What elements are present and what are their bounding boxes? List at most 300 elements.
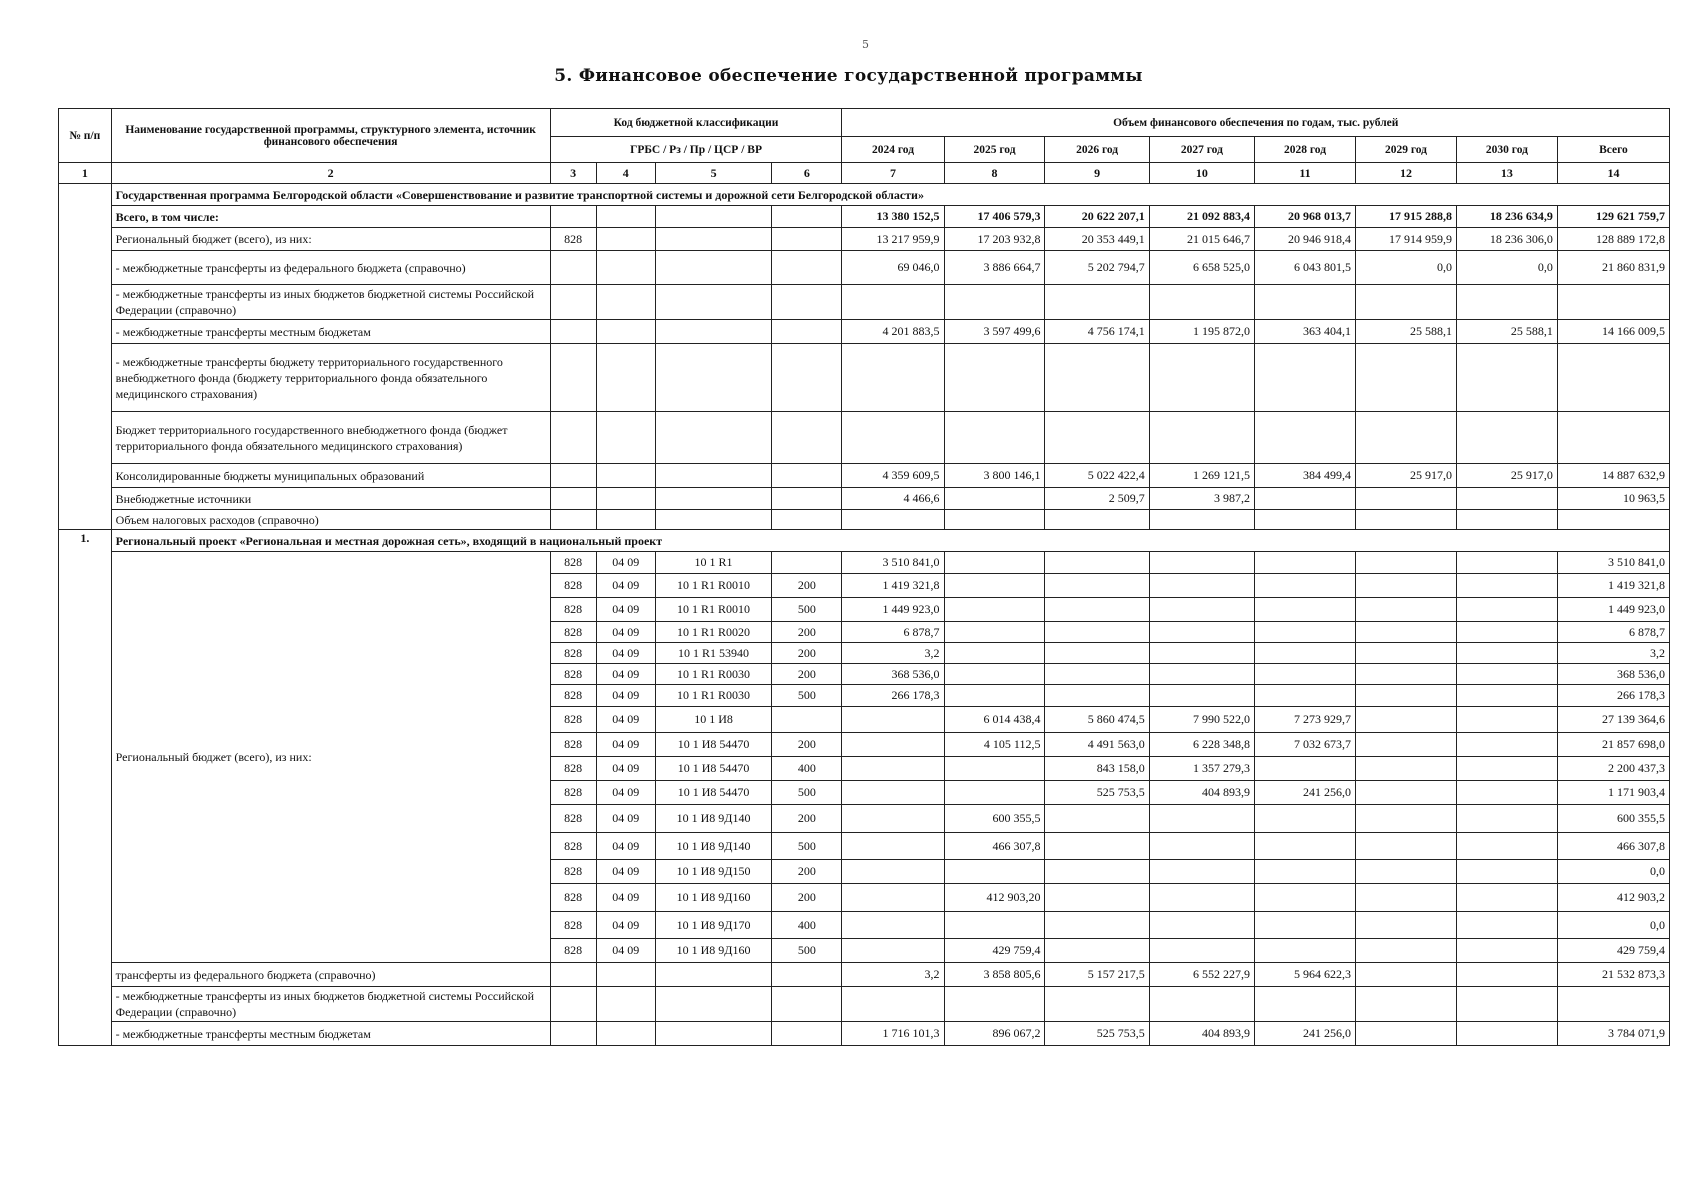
value-cell	[842, 757, 944, 781]
value-cell	[944, 987, 1045, 1022]
value-cell: 7 990 522,0	[1149, 707, 1254, 733]
header-year: 2024 год	[842, 137, 944, 163]
value-cell	[1255, 412, 1356, 464]
code-grbs	[550, 412, 596, 464]
value-cell	[1355, 707, 1456, 733]
value-cell: 3 784 071,9	[1557, 1022, 1669, 1046]
table-row	[59, 206, 1670, 228]
code-vr	[772, 251, 842, 285]
row-label: - межбюджетные трансферты из иных бюджетов бюджетной системы Российской Федерации (справочно)	[111, 285, 550, 320]
value-cell	[1255, 685, 1356, 707]
value-cell: 18 236 306,0	[1456, 228, 1557, 251]
code-csr	[655, 488, 771, 510]
value-cell	[1149, 884, 1254, 912]
code-csr	[655, 285, 771, 320]
value-cell: 368 536,0	[842, 664, 944, 685]
code-csr: 10 1 R1 53940	[655, 643, 771, 664]
value-cell	[1355, 664, 1456, 685]
value-cell	[1456, 781, 1557, 805]
value-cell: 17 915 288,8	[1355, 206, 1456, 228]
value-cell: 10 963,5	[1557, 488, 1669, 510]
code-rzpr: 04 09	[596, 664, 655, 685]
value-cell	[1557, 285, 1669, 320]
value-cell	[1456, 987, 1557, 1022]
row-label: трансферты из федерального бюджета (справочно)	[111, 963, 550, 987]
value-cell: 600 355,5	[944, 805, 1045, 833]
code-grbs: 828	[550, 707, 596, 733]
code-grbs: 828	[550, 643, 596, 664]
value-cell: 3,2	[842, 963, 944, 987]
value-cell: 21 015 646,7	[1149, 228, 1254, 251]
value-cell: 25 588,1	[1355, 320, 1456, 344]
header-year: 2027 год	[1149, 137, 1254, 163]
code-vr: 500	[772, 939, 842, 963]
value-cell	[842, 285, 944, 320]
header-year: 2029 год	[1355, 137, 1456, 163]
table-row	[59, 320, 1670, 344]
code-rzpr	[596, 206, 655, 228]
code-rzpr	[596, 488, 655, 510]
value-cell	[1355, 939, 1456, 963]
column-index: 7	[842, 163, 944, 184]
code-vr	[772, 987, 842, 1022]
value-cell	[1045, 510, 1149, 530]
value-cell: 1 449 923,0	[842, 598, 944, 622]
code-vr: 200	[772, 622, 842, 643]
value-cell: 3,2	[1557, 643, 1669, 664]
table-row	[59, 510, 1670, 530]
value-cell	[1456, 622, 1557, 643]
value-cell	[1149, 805, 1254, 833]
code-rzpr	[596, 1022, 655, 1046]
code-vr: 200	[772, 643, 842, 664]
value-cell	[1355, 552, 1456, 574]
value-cell: 3 597 499,6	[944, 320, 1045, 344]
code-vr: 200	[772, 860, 842, 884]
value-cell	[842, 805, 944, 833]
code-csr: 10 1 И8 54470	[655, 781, 771, 805]
value-cell: 3 858 805,6	[944, 963, 1045, 987]
row-label: - межбюджетные трансферты местным бюджетам	[111, 320, 550, 344]
code-vr	[772, 963, 842, 987]
code-grbs	[550, 251, 596, 285]
code-vr	[772, 1022, 842, 1046]
value-cell	[1355, 643, 1456, 664]
value-cell	[1456, 805, 1557, 833]
value-cell: 21 860 831,9	[1557, 251, 1669, 285]
header-year: 2025 год	[944, 137, 1045, 163]
value-cell: 2 509,7	[1045, 488, 1149, 510]
section-title: Региональный проект «Региональная и местная дорожная сеть», входящий в национальный проект	[111, 530, 1669, 552]
value-cell	[1149, 939, 1254, 963]
value-cell: 368 536,0	[1557, 664, 1669, 685]
code-rzpr	[596, 344, 655, 412]
value-cell: 896 067,2	[944, 1022, 1045, 1046]
value-cell: 14 887 632,9	[1557, 464, 1669, 488]
value-cell	[1355, 622, 1456, 643]
row-label: - межбюджетные трансферты местным бюджетам	[111, 1022, 550, 1046]
header-year: 2028 год	[1255, 137, 1356, 163]
value-cell: 404 893,9	[1149, 781, 1254, 805]
code-csr: 10 1 И8 9Д170	[655, 912, 771, 939]
code-grbs: 828	[550, 622, 596, 643]
value-cell: 1 357 279,3	[1149, 757, 1254, 781]
code-vr	[772, 285, 842, 320]
value-cell: 6 043 801,5	[1255, 251, 1356, 285]
code-csr	[655, 320, 771, 344]
value-cell	[1045, 643, 1149, 664]
value-cell: 3 510 841,0	[842, 552, 944, 574]
value-cell	[842, 781, 944, 805]
value-cell	[1456, 685, 1557, 707]
value-cell	[1255, 805, 1356, 833]
value-cell	[1456, 285, 1557, 320]
value-cell: 17 406 579,3	[944, 206, 1045, 228]
value-cell	[1045, 912, 1149, 939]
value-cell: 363 404,1	[1255, 320, 1356, 344]
table-row	[59, 344, 1670, 412]
value-cell	[1355, 285, 1456, 320]
value-cell: 13 217 959,9	[842, 228, 944, 251]
value-cell	[1355, 574, 1456, 598]
column-index: 4	[596, 163, 655, 184]
column-index: 13	[1456, 163, 1557, 184]
value-cell	[1456, 912, 1557, 939]
code-rzpr	[596, 320, 655, 344]
value-cell	[1355, 510, 1456, 530]
code-vr: 200	[772, 664, 842, 685]
value-cell	[1045, 685, 1149, 707]
value-cell	[1045, 939, 1149, 963]
column-index: 3	[550, 163, 596, 184]
code-csr: 10 1 И8 9Д160	[655, 884, 771, 912]
row-number: 1.	[59, 530, 112, 1046]
value-cell: 6 878,7	[842, 622, 944, 643]
value-cell	[1355, 488, 1456, 510]
value-cell	[1456, 757, 1557, 781]
code-rzpr	[596, 412, 655, 464]
row-label: - межбюджетные трансферты бюджету территориального государственного внебюджетного фонда (бюджету территориального фонда обязательного медицинского страхования)	[111, 344, 550, 412]
value-cell	[1456, 707, 1557, 733]
code-csr: 10 1 R1 R0020	[655, 622, 771, 643]
page-title: 5. Финансовое обеспечение государственной программы	[554, 66, 1143, 86]
code-grbs: 828	[550, 552, 596, 574]
value-cell: 13 380 152,5	[842, 206, 944, 228]
code-csr	[655, 206, 771, 228]
value-cell	[1355, 1022, 1456, 1046]
code-grbs	[550, 963, 596, 987]
value-cell: 5 202 794,7	[1045, 251, 1149, 285]
value-cell	[842, 733, 944, 757]
header-year: 2026 год	[1045, 137, 1149, 163]
value-cell	[1355, 963, 1456, 987]
code-rzpr: 04 09	[596, 685, 655, 707]
value-cell: 241 256,0	[1255, 781, 1356, 805]
value-cell	[1557, 510, 1669, 530]
header-volume: Объем финансового обеспечения по годам, тыс. рублей	[842, 109, 1670, 137]
value-cell: 384 499,4	[1255, 464, 1356, 488]
value-cell: 3 886 664,7	[944, 251, 1045, 285]
value-cell	[1456, 488, 1557, 510]
value-cell	[1456, 884, 1557, 912]
value-cell	[1255, 344, 1356, 412]
code-csr: 10 1 R1	[655, 552, 771, 574]
value-cell: 18 236 634,9	[1456, 206, 1557, 228]
code-vr	[772, 320, 842, 344]
value-cell	[1355, 805, 1456, 833]
code-rzpr	[596, 963, 655, 987]
column-index: 10	[1149, 163, 1254, 184]
value-cell	[1045, 412, 1149, 464]
code-csr	[655, 987, 771, 1022]
value-cell: 27 139 364,6	[1557, 707, 1669, 733]
table-row	[59, 228, 1670, 251]
value-cell	[1149, 664, 1254, 685]
table-row	[59, 285, 1670, 320]
code-vr	[772, 412, 842, 464]
code-rzpr: 04 09	[596, 860, 655, 884]
value-cell	[1149, 622, 1254, 643]
code-csr: 10 1 R1 R0030	[655, 685, 771, 707]
value-cell	[1255, 833, 1356, 860]
code-rzpr	[596, 464, 655, 488]
row-label: Всего, в том числе:	[111, 206, 550, 228]
code-grbs: 828	[550, 228, 596, 251]
row-label: Консолидированные бюджеты муниципальных образований	[111, 464, 550, 488]
code-vr: 500	[772, 781, 842, 805]
value-cell	[842, 912, 944, 939]
value-cell	[1255, 622, 1356, 643]
value-cell	[944, 912, 1045, 939]
value-cell	[842, 510, 944, 530]
value-cell	[1045, 344, 1149, 412]
value-cell	[1355, 884, 1456, 912]
value-cell: 0,0	[1557, 860, 1669, 884]
value-cell	[1149, 987, 1254, 1022]
value-cell: 20 968 013,7	[1255, 206, 1356, 228]
value-cell: 5 022 422,4	[1045, 464, 1149, 488]
value-cell: 25 588,1	[1456, 320, 1557, 344]
code-grbs: 828	[550, 598, 596, 622]
code-grbs: 828	[550, 757, 596, 781]
header-kbk-sub: ГРБС / Рз / Пр / ЦСР / ВР	[550, 137, 842, 163]
code-rzpr: 04 09	[596, 805, 655, 833]
header-kbk: Код бюджетной классификации	[550, 109, 842, 137]
table-row	[59, 464, 1670, 488]
value-cell: 3 987,2	[1149, 488, 1254, 510]
code-rzpr: 04 09	[596, 757, 655, 781]
value-cell	[1045, 833, 1149, 860]
value-cell: 600 355,5	[1557, 805, 1669, 833]
row-label: - межбюджетные трансферты из федерального бюджета (справочно)	[111, 251, 550, 285]
code-vr	[772, 464, 842, 488]
value-cell: 412 903,20	[944, 884, 1045, 912]
value-cell	[1255, 643, 1356, 664]
value-cell	[1255, 664, 1356, 685]
value-cell	[1149, 510, 1254, 530]
code-csr: 10 1 И8 9Д140	[655, 805, 771, 833]
code-grbs: 828	[550, 685, 596, 707]
value-cell	[1456, 574, 1557, 598]
value-cell	[1149, 598, 1254, 622]
value-cell	[1355, 987, 1456, 1022]
code-vr	[772, 552, 842, 574]
value-cell: 4 756 174,1	[1045, 320, 1149, 344]
value-cell: 6 878,7	[1557, 622, 1669, 643]
value-cell	[1045, 285, 1149, 320]
value-cell: 412 903,2	[1557, 884, 1669, 912]
code-csr: 10 1 И8	[655, 707, 771, 733]
value-cell	[842, 707, 944, 733]
value-cell	[1045, 884, 1149, 912]
value-cell: 20 622 207,1	[1045, 206, 1149, 228]
code-grbs: 828	[550, 781, 596, 805]
code-vr	[772, 488, 842, 510]
value-cell	[842, 344, 944, 412]
value-cell	[1456, 733, 1557, 757]
value-cell	[1456, 643, 1557, 664]
code-csr	[655, 251, 771, 285]
column-index: 11	[1255, 163, 1356, 184]
value-cell	[1045, 805, 1149, 833]
value-cell	[1149, 285, 1254, 320]
code-rzpr: 04 09	[596, 574, 655, 598]
row-label: Региональный бюджет (всего), из них:	[111, 552, 550, 963]
value-cell: 0,0	[1355, 251, 1456, 285]
value-cell	[1045, 987, 1149, 1022]
table-row	[59, 1022, 1670, 1046]
value-cell	[1149, 860, 1254, 884]
value-cell: 6 552 227,9	[1149, 963, 1254, 987]
value-cell: 466 307,8	[1557, 833, 1669, 860]
value-cell: 25 917,0	[1456, 464, 1557, 488]
value-cell: 466 307,8	[944, 833, 1045, 860]
value-cell	[944, 685, 1045, 707]
code-vr	[772, 510, 842, 530]
value-cell: 6 658 525,0	[1149, 251, 1254, 285]
value-cell	[1456, 344, 1557, 412]
value-cell: 21 532 873,3	[1557, 963, 1669, 987]
value-cell: 525 753,5	[1045, 1022, 1149, 1046]
value-cell	[944, 344, 1045, 412]
code-rzpr: 04 09	[596, 884, 655, 912]
code-grbs	[550, 1022, 596, 1046]
code-grbs	[550, 464, 596, 488]
value-cell: 4 201 883,5	[842, 320, 944, 344]
value-cell	[1255, 860, 1356, 884]
value-cell	[1456, 963, 1557, 987]
value-cell: 5 157 217,5	[1045, 963, 1149, 987]
code-rzpr	[596, 228, 655, 251]
value-cell	[944, 757, 1045, 781]
header-year: Всего	[1557, 137, 1669, 163]
value-cell: 266 178,3	[1557, 685, 1669, 707]
code-grbs: 828	[550, 860, 596, 884]
column-index: 14	[1557, 163, 1669, 184]
value-cell	[944, 781, 1045, 805]
value-cell: 69 046,0	[842, 251, 944, 285]
code-grbs: 828	[550, 574, 596, 598]
row-label: Региональный бюджет (всего), из них:	[111, 228, 550, 251]
value-cell	[1255, 285, 1356, 320]
table-row	[59, 251, 1670, 285]
page-number: 5	[862, 38, 869, 51]
value-cell	[1355, 860, 1456, 884]
column-index: 9	[1045, 163, 1149, 184]
value-cell	[1255, 987, 1356, 1022]
value-cell	[1149, 643, 1254, 664]
code-vr: 200	[772, 574, 842, 598]
table-row	[59, 184, 1670, 206]
code-rzpr: 04 09	[596, 643, 655, 664]
value-cell	[944, 412, 1045, 464]
value-cell: 7 032 673,7	[1255, 733, 1356, 757]
value-cell	[1456, 664, 1557, 685]
value-cell	[1149, 552, 1254, 574]
value-cell	[1355, 412, 1456, 464]
value-cell: 3 510 841,0	[1557, 552, 1669, 574]
value-cell: 843 158,0	[1045, 757, 1149, 781]
code-grbs: 828	[550, 733, 596, 757]
code-vr: 200	[772, 805, 842, 833]
value-cell	[1045, 552, 1149, 574]
row-label: - межбюджетные трансферты из иных бюджетов бюджетной системы Российской Федерации (справочно)	[111, 987, 550, 1022]
value-cell	[1045, 622, 1149, 643]
value-cell	[1355, 757, 1456, 781]
code-csr	[655, 228, 771, 251]
value-cell	[1355, 833, 1456, 860]
column-index: 8	[944, 163, 1045, 184]
value-cell	[1456, 939, 1557, 963]
value-cell: 0,0	[1456, 251, 1557, 285]
value-cell	[842, 884, 944, 912]
value-cell	[1149, 574, 1254, 598]
code-csr: 10 1 R1 R0010	[655, 598, 771, 622]
value-cell: 1 449 923,0	[1557, 598, 1669, 622]
table-row	[59, 412, 1670, 464]
value-cell: 6 014 438,4	[944, 707, 1045, 733]
value-cell: 3 800 146,1	[944, 464, 1045, 488]
code-vr	[772, 707, 842, 733]
value-cell	[944, 860, 1045, 884]
value-cell	[1355, 733, 1456, 757]
value-cell	[1149, 344, 1254, 412]
value-cell	[1149, 833, 1254, 860]
value-cell	[1557, 987, 1669, 1022]
value-cell: 1 419 321,8	[842, 574, 944, 598]
value-cell: 1 716 101,3	[842, 1022, 944, 1046]
code-csr	[655, 510, 771, 530]
value-cell	[944, 552, 1045, 574]
value-cell: 0,0	[1557, 912, 1669, 939]
value-cell: 2 200 437,3	[1557, 757, 1669, 781]
value-cell: 20 353 449,1	[1045, 228, 1149, 251]
code-rzpr: 04 09	[596, 707, 655, 733]
value-cell: 429 759,4	[944, 939, 1045, 963]
code-csr: 10 1 R1 R0010	[655, 574, 771, 598]
row-label: Внебюджетные источники	[111, 488, 550, 510]
code-vr: 400	[772, 912, 842, 939]
financial-table	[58, 108, 1670, 1046]
value-cell	[1255, 510, 1356, 530]
code-rzpr: 04 09	[596, 833, 655, 860]
code-csr: 10 1 И8 9Д140	[655, 833, 771, 860]
value-cell: 4 491 563,0	[1045, 733, 1149, 757]
value-cell	[1045, 664, 1149, 685]
header-name: Наименование государственной программы, структурного элемента, источник финансового обеспечения	[111, 109, 550, 163]
table-row	[59, 530, 1670, 552]
value-cell	[1456, 860, 1557, 884]
